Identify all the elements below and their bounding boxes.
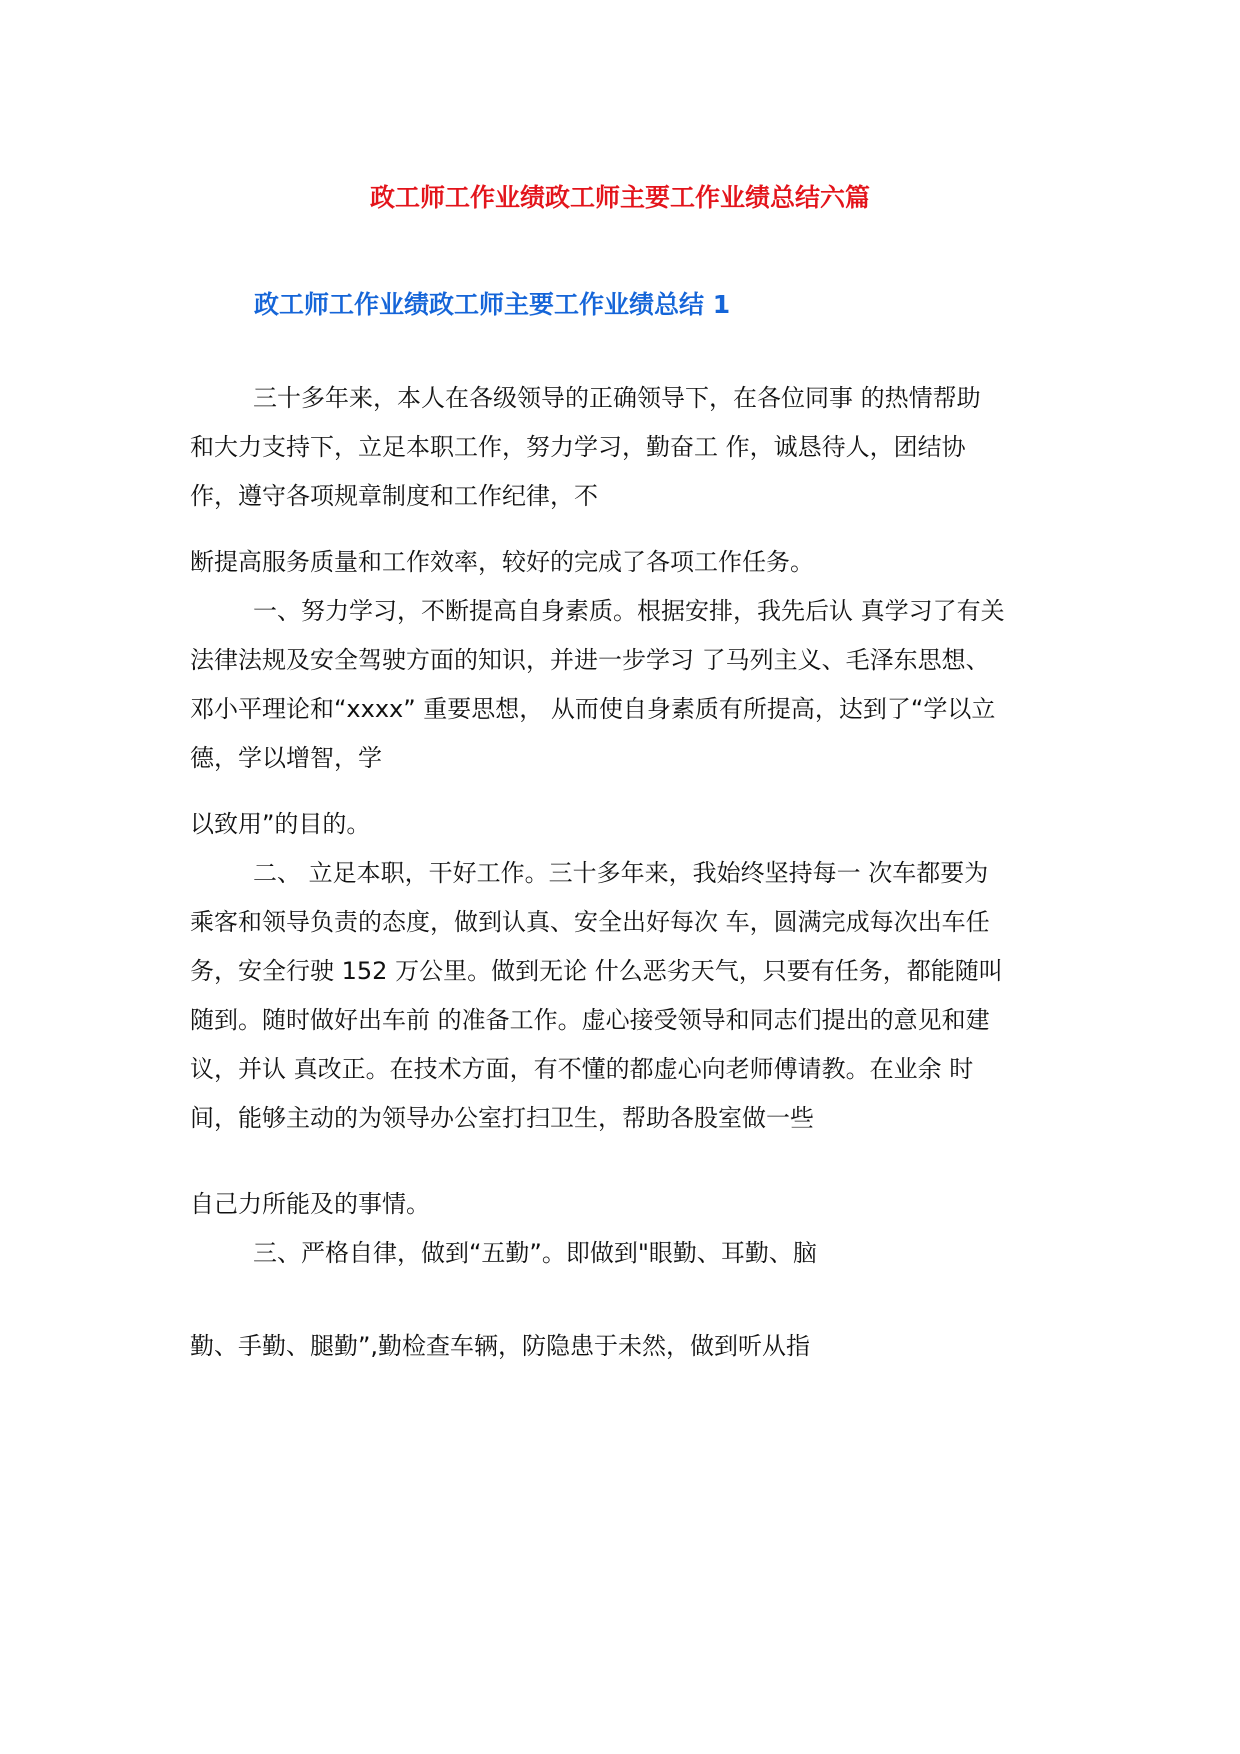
text-line: 法律法规及安全驾驶方面的知识，并进一步学习 了马列主义、毛泽东思想、 (190, 646, 990, 674)
text-line: 议，并认 真改正。在技术方面，有不懂的都虚心向老师傅请教。在业余 时 (190, 1055, 974, 1083)
section-title: 政工师工作业绩政工师主要工作业绩总结 1 (254, 290, 731, 319)
text-line: 随到。随时做好出车前 的准备工作。虚心接受领导和同志们提出的意见和建 (190, 1006, 990, 1034)
paragraph-2 (190, 538, 1070, 783)
text-line: 断提高服务质量和工作效率，较好的完成了各项工作任务。 (190, 548, 814, 576)
text-line: 以致用”的目的。 (190, 810, 371, 838)
paragraph-3 (190, 800, 1070, 1143)
text-line: 勤、手勤、腿勤”,勤检查车辆，防隐患于未然，做到听从指 (190, 1332, 811, 1360)
text-line: 二、 立足本职，干好工作。三十多年来，我始终坚持每一 次车都要为 (253, 859, 989, 887)
text-line: 间，能够主动的为领导办公室打扫卫生，帮助各股室做一些 (190, 1104, 814, 1132)
text-line: 和大力支持下，立足本职工作，努力学习，勤奋工 作，诚恳待人，团结协 (190, 433, 966, 461)
text-line: 乘客和领导负责的态度，做到认真、安全出好每次 车，圆满完成每次出车任 (190, 908, 990, 936)
text-line: 自己力所能及的事情。 (190, 1190, 430, 1218)
text-line: 德，学以增智，学 (190, 744, 382, 772)
text-line: 三十多年来，本人在各级领导的正确领导下，在各位同事 的热情帮助 (253, 384, 981, 412)
document-title: 政工师工作业绩政工师主要工作业绩总结六篇 (369, 183, 870, 212)
text-line: 三、严格自律，做到“五勤”。即做到"眼勤、耳勤、脑 (253, 1239, 817, 1267)
text-line: 邓小平理论和“xxxx” 重要思想， 从而使自身素质有所提高，达到了“学以立 (190, 695, 996, 723)
text-line: 一、努力学习，不断提高自身素质。根据安排，我先后认 真学习了有关 (253, 597, 1005, 625)
paragraph-5 (190, 1322, 1070, 1371)
paragraph-1 (190, 374, 1070, 521)
text-line: 务，安全行驶 152 万公里。做到无论 什么恶劣天气，只要有任务，都能随叫 (190, 957, 1003, 985)
text-line: 作，遵守各项规章制度和工作纪律，不 (190, 482, 598, 510)
paragraph-4 (190, 1180, 1070, 1278)
